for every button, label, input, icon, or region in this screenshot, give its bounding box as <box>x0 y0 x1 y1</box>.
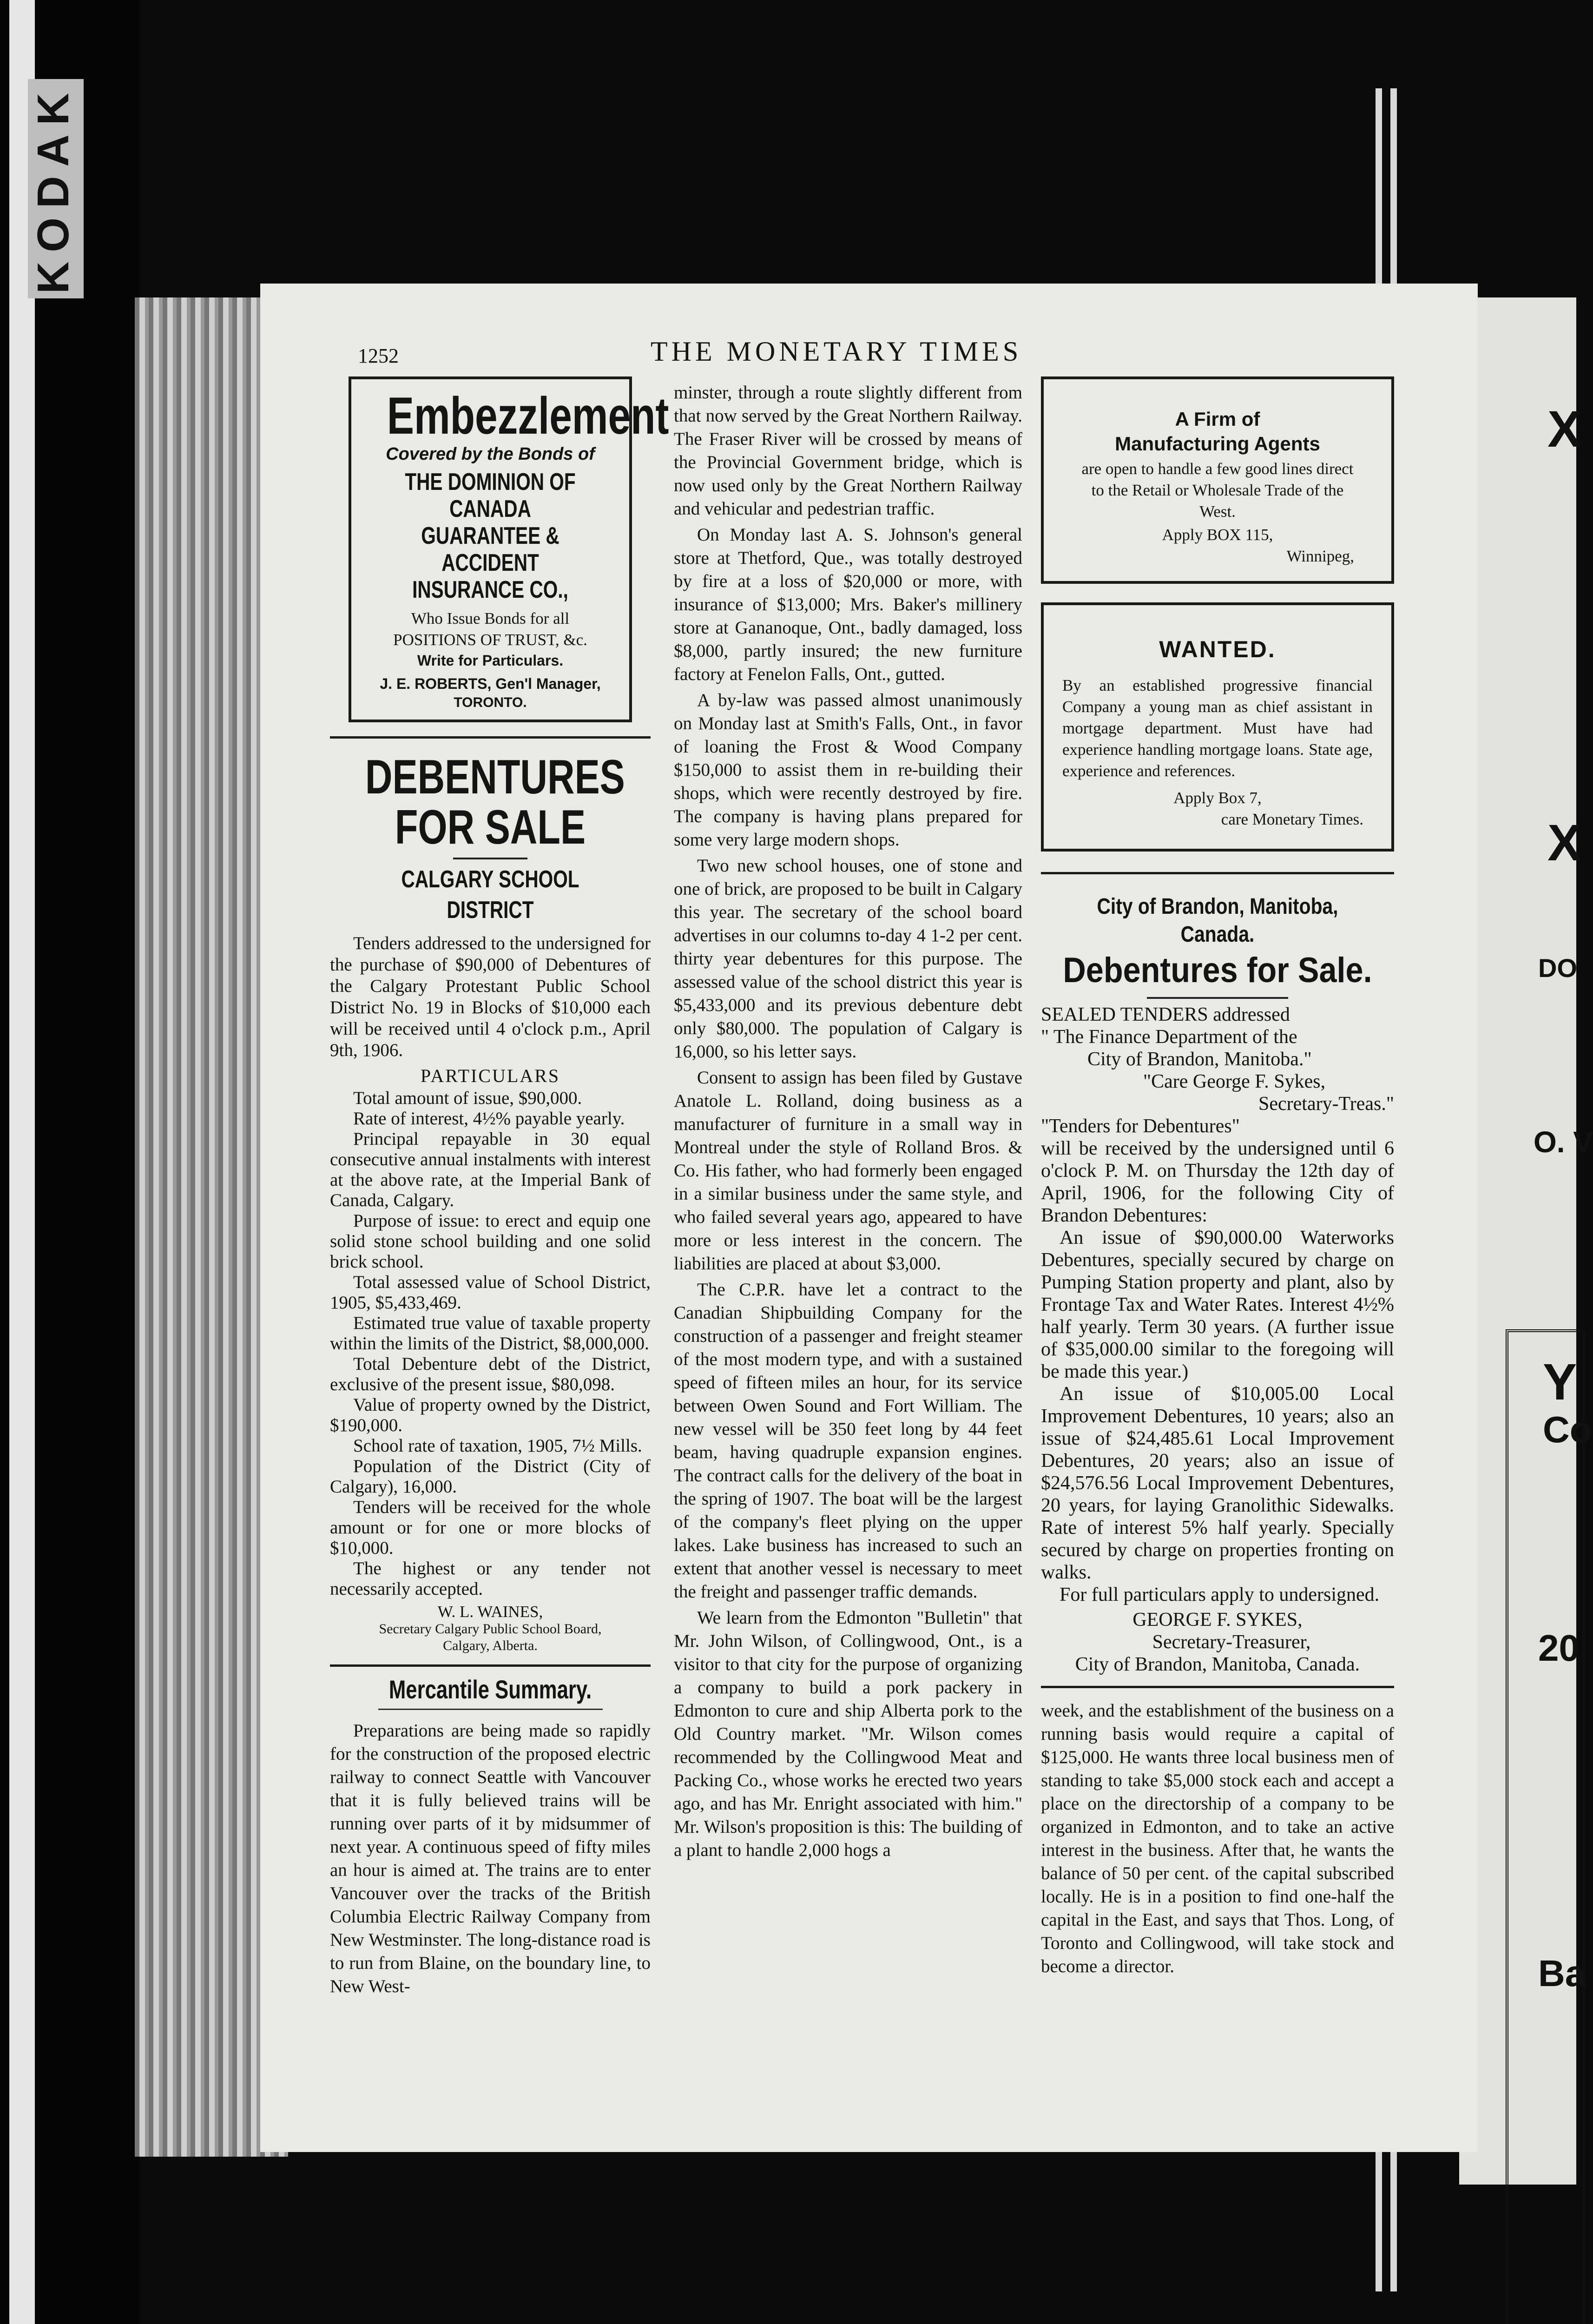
ad-heading: Debentures for Sale. <box>1063 951 1372 990</box>
article-paragraph: Consent to assign has been filed by Gustave Anatole L. Rolland, doing business as a manufacturer of furniture in a small way in Montreal under the style of Rolland Bros. & Co. His father, who had formerly been engaged in a similar business under the same style, and who failed several years ago, appeared to have more or less interest in the concern. The liabilities are placed at about $3,000. <box>674 1068 1022 1274</box>
brandon-line: "Tenders for Debentures" <box>1041 1116 1240 1137</box>
article-paragraph: We learn from the Edmonton "Bulletin" that Mr. John Wilson, of Collingwood, Ont., is a visitor to that city for the purpose of organizing a company to build a pork packery in Edmonton to cure and ship Alberta pork to the Old Country market. "Mr. Wilson comes recommended by the Collingwood Meat and Packing Co., whose works he erected two years ago, and has Mr. Enright associated with him." Mr. Wilson's proposition is this: The building of a plant to handle 2,000 hogs a <box>674 1608 1022 1860</box>
ad-text: By an established progressive financial Company a young man as chief assistant in mortgage department. Must have had experience handling mortgage loans. State age, experience and references. <box>1062 676 1373 780</box>
ad-subtitle: Covered by the Bonds of <box>386 444 595 464</box>
particular-item: Principal repayable in 30 equal consecutive annual instalments with interest at the above rate, at the Imperial Bank of Canada, Calgary. <box>330 1129 651 1210</box>
particular-item: Tenders will be received for the whole amount or for one or more blocks of $10,000. <box>330 1497 651 1558</box>
particular-item: Total assessed value of School District, 1905, $5,433,469. <box>330 1272 651 1313</box>
brandon-line: " The Finance Department of the <box>1041 1026 1297 1048</box>
brandon-paragraph: will be received by the undersigned until 6 o'clock P. M. on Thursday the 12th day of April, 1906, for the following City of Brandon Debentures: <box>1041 1138 1394 1226</box>
article-text <box>674 381 1022 1862</box>
ad-city-line: City of Brandon, Manitoba, Canada. <box>1097 894 1338 947</box>
newspaper-page <box>260 284 1478 2152</box>
divider <box>330 1664 651 1667</box>
brandon-paragraph: For full particulars apply to undersigned. <box>1060 1584 1380 1605</box>
column-3 <box>1041 376 1394 1978</box>
ad-text: Write for Particulars. <box>417 652 564 669</box>
divider <box>378 1709 603 1710</box>
embezzlement-ad <box>349 376 669 722</box>
ad-manager: J. E. ROBERTS, Gen'l Manager, <box>380 675 601 692</box>
particular-item: School rate of taxation, 1905, 7½ Mills. <box>353 1436 642 1456</box>
column-2 <box>674 381 1022 1865</box>
fragment-text: DO <box>1538 953 1577 983</box>
film-edge <box>9 0 35 2324</box>
fragment-text: Ba <box>1538 1953 1586 1994</box>
particular-item: Estimated true value of taxable property within the limits of the District, $8,000,000. <box>330 1313 651 1353</box>
divider <box>1041 1686 1394 1688</box>
fragment-box <box>1506 1329 1586 2324</box>
fragment-text: Co <box>1543 1409 1593 1450</box>
page-number: 1252 <box>358 344 399 367</box>
ad-text: POSITIONS OF TRUST, &c. <box>393 631 587 649</box>
brandon-line: SEALED TENDERS addressed <box>1041 1004 1290 1025</box>
ad-heading: DEBENTURES <box>365 750 625 804</box>
signature-name: GEORGE F. SYKES, <box>1132 1609 1303 1631</box>
particulars-heading: PARTICULARS <box>420 1065 560 1086</box>
brandon-paragraph: An issue of $90,000.00 Waterworks Debentures, specially secured by charge on Pumping Station property and plant, also by Frontage Tax and Water Rates. Interest 4½% half yearly. Term 30 years. (A further issue of $35,000.00 similar to the foregoing will be made this year.) <box>1041 1227 1394 1382</box>
ad-heading: FOR SALE <box>395 800 586 854</box>
article-paragraph: Two new school houses, one of stone and one of brick, are proposed to be built in Calgary this year. The secretary of the school board advertises in our columns to-day 4 1-2 per cent. thirty year debentures for this purpose. The assessed value of the school district this year is $5,433,000 and its previous debenture debt only $80,000. The population of Calgary is 16,000, so his letter says. <box>674 856 1022 1062</box>
divider <box>453 858 527 859</box>
particular-item: Total Debenture debt of the District, exclusive of the present issue, $80,098. <box>330 1354 651 1394</box>
company-line: THE DOMINION OF CANADA <box>405 469 576 522</box>
fragment-text: Y <box>1543 1353 1577 1411</box>
signature-place: Calgary, Alberta. <box>443 1638 538 1653</box>
ad-text: Who Issue Bonds for all <box>411 609 570 627</box>
article-text: week, and the establishment of the business on a running basis would require a capital of $125,000. He wants three local business men of standing to take $5,000 stock each and accept a place on the directorship of a company to be organized in Edmonton, and to take an active interest in the business. After that, he wants the balance of 50 per cent. of the capital subscribed locally. He is in a position to find one-half the capital in the East, and says that Thos. Long, of Toronto and Collingwood, will take stock and become a director. <box>1041 1701 1394 1976</box>
wanted-ad <box>1041 602 1394 852</box>
ad-text: Apply BOX 115, <box>1162 526 1273 544</box>
particulars-list <box>330 1088 651 1599</box>
divider <box>330 736 651 739</box>
divider <box>1147 997 1288 999</box>
brandon-line: Secretary-Treas." <box>1258 1093 1394 1115</box>
section-heading: Mercantile Summary. <box>388 1675 592 1704</box>
brandon-paragraph: An issue of $10,005.00 Local Improvement Debentures, 10 years; also an issue of $24,485.61 Local Improvement Debentures, 20 years; also an issue of $24,576.56 Local Improvement Debentures, 20 years, for laying Granolithic Sidewalks. Rate of interest 5% half yearly. Specially secured by charge on properties fronting on walks. <box>1041 1383 1394 1583</box>
ad-heading: A Firm of <box>1175 408 1260 430</box>
ad-intro: Tenders addressed to the undersigned for the purchase of $90,000 of Debentures of the Calgary Protestant Public School District No. 19 in Blocks of $10,000 each will be received until 4 o'clock p.m., April 9th, 1906. <box>330 933 651 1060</box>
masthead: THE MONETARY TIMES <box>651 336 1022 367</box>
ad-text: care Monetary Times. <box>1221 810 1363 828</box>
ad-city: TORONTO. <box>454 695 527 710</box>
company-line: INSURANCE CO., <box>412 576 568 603</box>
ad-title: Embezzlement <box>387 387 669 445</box>
brandon-line: "Care George F. Sykes, <box>1143 1071 1326 1092</box>
particular-item: Total amount of issue, $90,000. <box>353 1088 582 1108</box>
district-name: CALGARY SCHOOL DISTRICT <box>401 866 579 924</box>
article-paragraph: On Monday last A. S. Johnson's general store at Thetford, Que., was totally destroyed by fire at a loss of $20,000 or more, with insurance of $13,000; Mrs. Baker's millinery store at Gananoque, Ont., badly damaged, loss $8,000, partly insured; the new furniture factory at Fenelon Falls, Ont., gutted. <box>674 525 1022 684</box>
ad-heading: WANTED. <box>1159 636 1276 662</box>
fragment-text: 20 <box>1538 1627 1580 1669</box>
firm-ad <box>1041 376 1394 584</box>
ad-text: are open to handle a few good lines direct to the Retail or Wholesale Trade of the West. <box>1081 460 1354 521</box>
brandon-line: City of Brandon, Manitoba." <box>1087 1049 1312 1070</box>
article-paragraph: A by-law was passed almost unanimously on Monday last at Smith's Falls, Ont., in favor of loaning the Frost & Wood Company $150,000 to assist them in re-building their shops, which were recently destroyed by fire. The company is having plans prepared for some very large modern shops. <box>674 690 1022 850</box>
fragment-text: X <box>1547 401 1582 458</box>
company-line: GUARANTEE & ACCIDENT <box>421 522 560 576</box>
column-1 <box>330 376 669 1998</box>
divider <box>1041 872 1394 874</box>
brandon-debentures-ad <box>1041 893 1394 1676</box>
ad-heading: Manufacturing Agents <box>1115 433 1320 455</box>
particular-item: Population of the District (City of Calgary), 16,000. <box>330 1456 651 1497</box>
brandon-text <box>1041 1004 1394 1676</box>
particular-item: Purpose of issue: to erect and equip one solid stone school building and one solid brick school. <box>330 1211 651 1272</box>
signature-place: City of Brandon, Manitoba, Canada. <box>1075 1654 1360 1675</box>
particular-item: Rate of interest, 4½% payable yearly. <box>353 1109 625 1129</box>
film-mark: KODAK <box>28 79 84 298</box>
ad-text: Apply Box 7, <box>1173 789 1262 807</box>
signature-title: Secretary-Treasurer, <box>1152 1631 1311 1653</box>
calgary-debentures-ad <box>330 750 651 1654</box>
particular-item: The highest or any tender not necessarily accepted. <box>330 1558 651 1599</box>
signature-name: W. L. WAINES, <box>437 1603 543 1621</box>
article-text: Preparations are being made so rapidly for the construction of the proposed electric railway to connect Seattle with Vancouver that it is fully believed trains will be running over parts of it by midsummer of next year. A continuous speed of fifty miles an hour is aimed at. The trains are to enter Vancouver over the tracks of the British Columbia Electric Railway Company from New Westminster. The long-distance road is to run from Blaine, on the boundary line, to New West- <box>330 1721 651 1996</box>
fragment-text: X <box>1547 814 1582 872</box>
particular-item: Value of property owned by the District, $190,000. <box>330 1395 651 1435</box>
fragment-text: O. V <box>1534 1125 1593 1159</box>
article-paragraph: minster, through a route slightly different from that now served by the Great Northern Railway. The Fraser River will be crossed by means of the Provincial Government bridge, which is now used only by the Great Northern Railway and vehicular and pedestrian traffic. <box>674 383 1022 519</box>
ad-text: Winnipeg, <box>1286 547 1354 565</box>
signature-title: Secretary Calgary Public School Board, <box>379 1621 602 1637</box>
article-paragraph: The C.P.R. have let a contract to the Canadian Shipbuilding Company for the construction of a passenger and freight steamer of the most modern type, and with a sustained speed of fifteen miles an hour, for its service between Owen Sound and Fort William. The new vessel will be 350 feet long by 44 feet beam, having quadruple expansion engines. The contract calls for the delivery of the boat in the spring of 1907. The boat will be the largest of the company's fleet plying on the upper lakes. Lake business has increased to such an extent that another vessel is necessary to meet the freight and passenger traffic demands. <box>674 1280 1022 1602</box>
